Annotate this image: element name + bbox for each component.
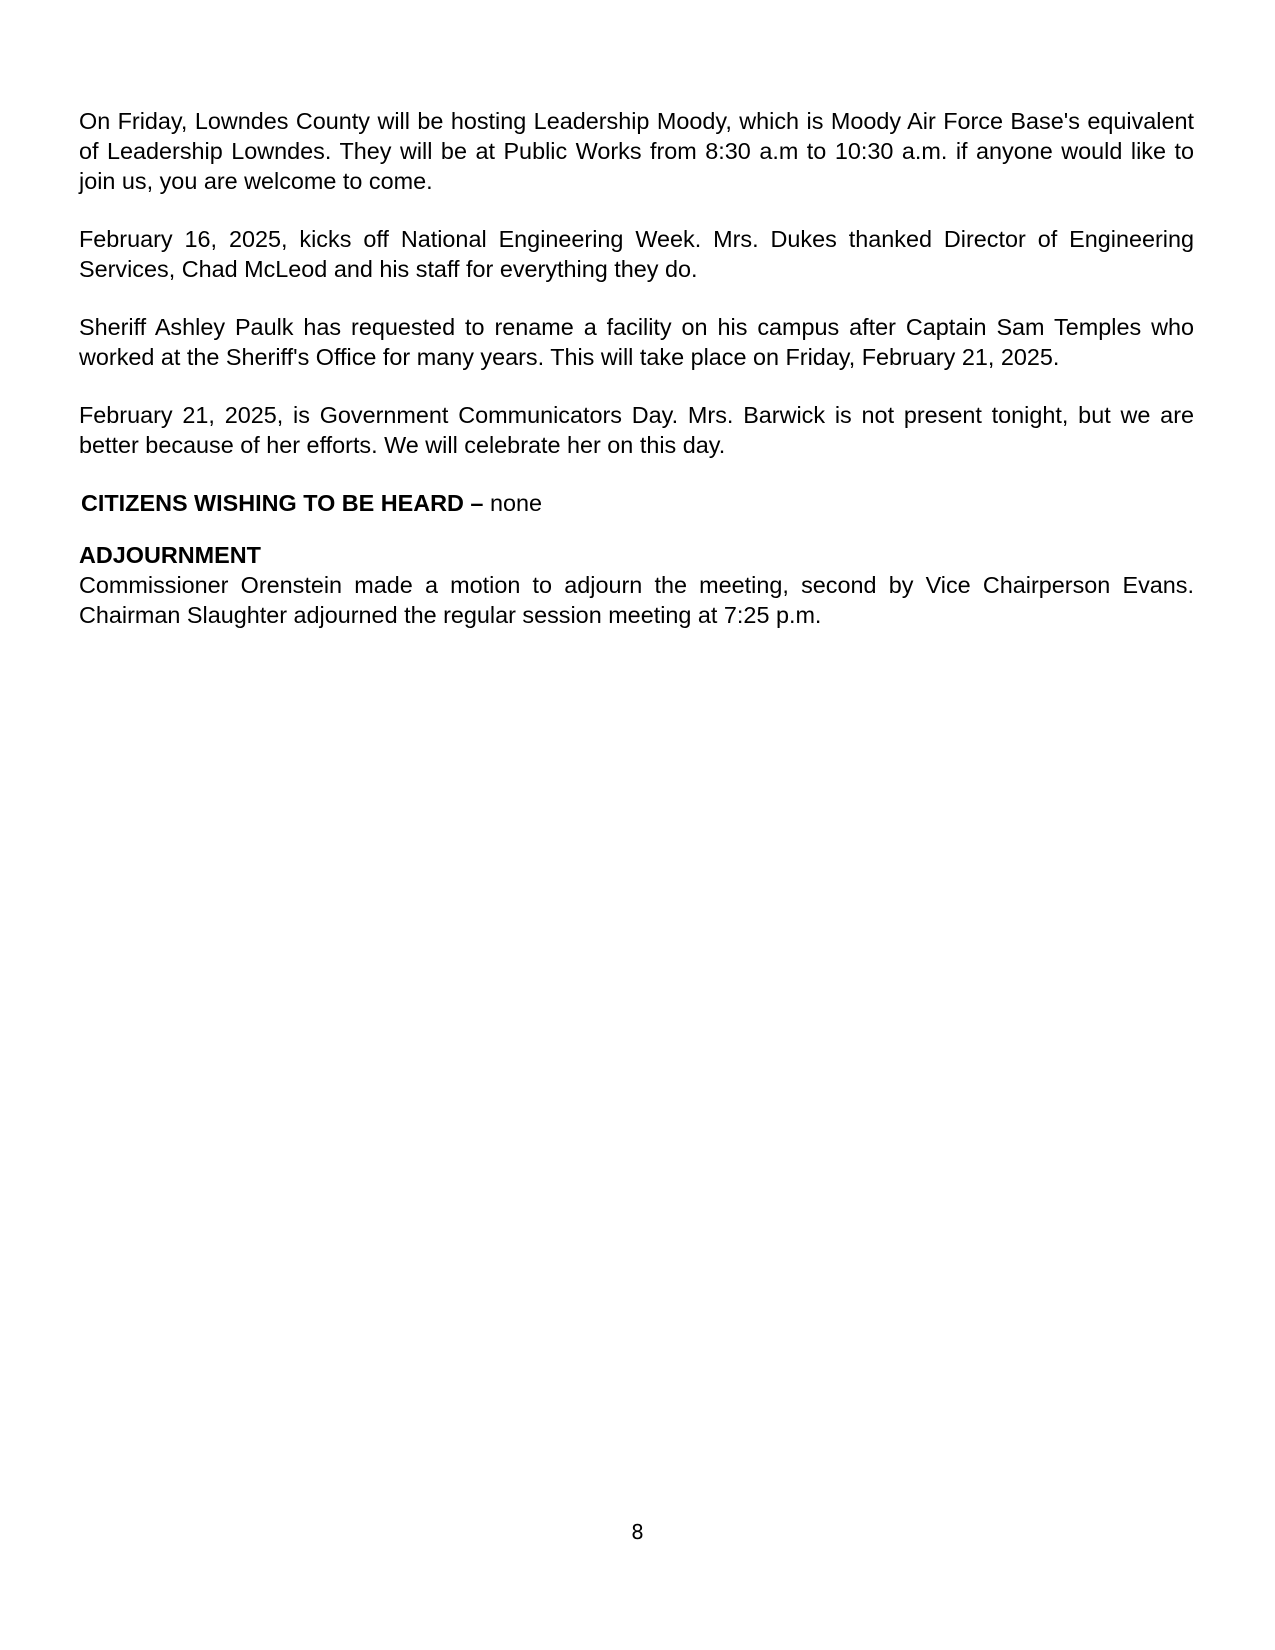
adjournment-body: Commissioner Orenstein made a motion to adjourn the meeting, second by Vice Chairperson Evans. Chairman Slaughter adjourned the regular session meeting at 7:25 p.m. (79, 572, 1194, 628)
paragraph-communicators-day: February 21, 2025, is Government Communicators Day. Mrs. Barwick is not present tonight, but we are better because of her efforts. We will celebrate her on this day. (79, 402, 1194, 458)
citizens-heading (81, 488, 1194, 518)
citizens-value: none (489, 490, 542, 516)
paragraph-engineering-week: February 16, 2025, kicks off National Engineering Week. Mrs. Dukes thanked Director of Engineering Services, Chad McLeod and his staff for everything they do. (79, 226, 1194, 282)
adjournment-heading: ADJOURNMENT (79, 542, 261, 568)
page-number: 8 (631, 1520, 644, 1544)
citizens-label: CITIZENS WISHING TO BE HEARD – (81, 490, 484, 516)
paragraph-leadership-moody: On Friday, Lowndes County will be hosting Leadership Moody, which is Moody Air Force Base's equivalent of Leadership Lowndes. They will be at Public Works from 8:30 a.m to 10:30 a.m. if anyone would like to join us, you are welcome to come. (79, 108, 1194, 194)
document-page (79, 106, 1194, 630)
paragraph-facility-rename: Sheriff Ashley Paulk has requested to rename a facility on his campus after Captain Sam Temples who worked at the Sheriff's Office for many years. This will take place on Friday, February 21, 2025. (79, 314, 1194, 370)
